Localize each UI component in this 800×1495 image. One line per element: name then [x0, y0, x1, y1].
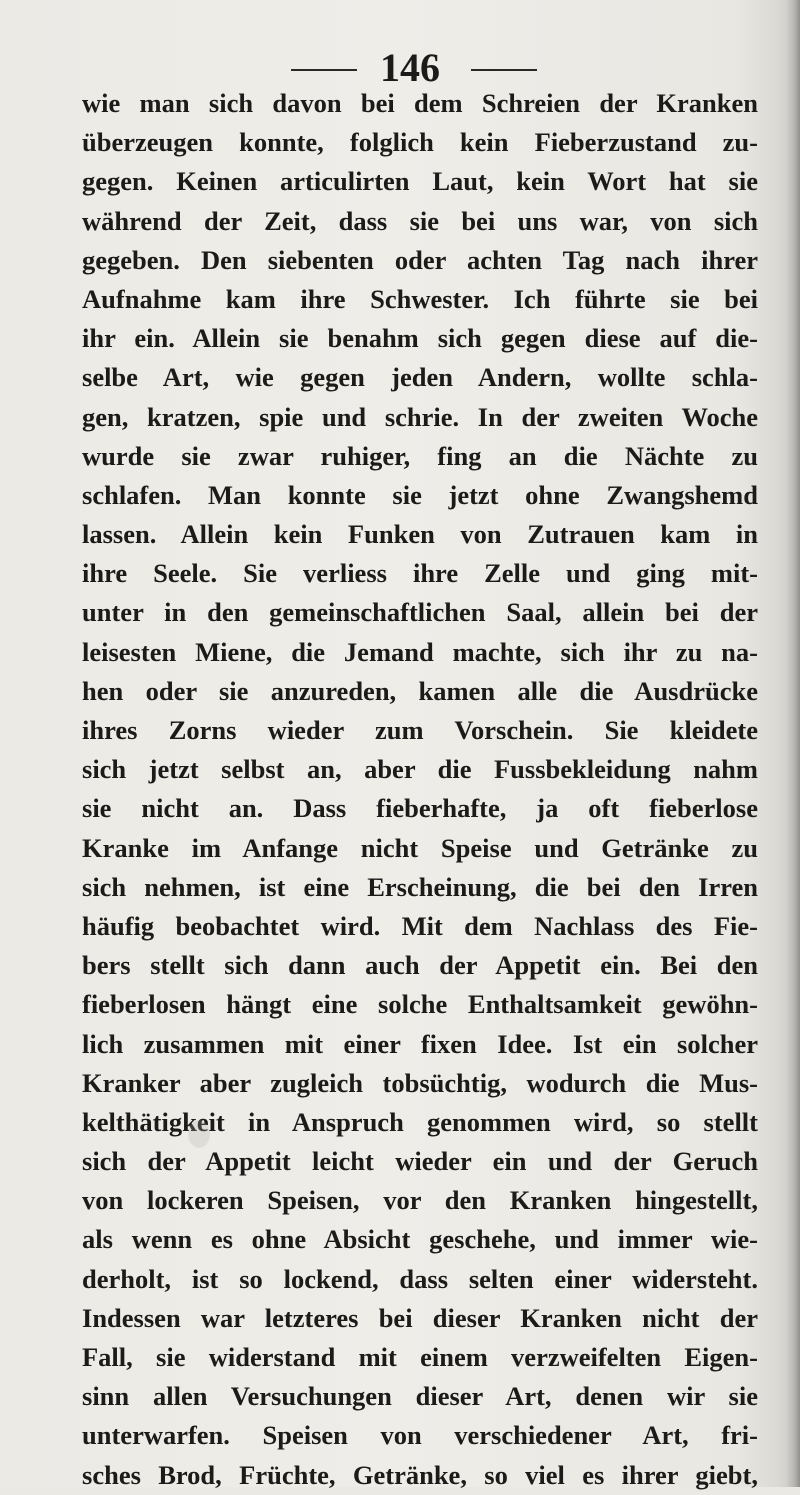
text-line: sches Brod, Früchte, Getränke, so viel es ihrer giebt, [82, 1459, 758, 1490]
text-line: Fall, sie widerstand mit einem verzweifelten Eigen- [82, 1342, 758, 1372]
text-line: Indessen war letzteres bei dieser Kranken nicht der [82, 1302, 758, 1333]
text-line: Kranke im Anfange nicht Speise und Getränke zu [82, 832, 758, 863]
text-line: hen oder sie anzureden, kamen alle die Ausdrücke [82, 675, 758, 706]
text-line: wie man sich davon bei dem Schreien der Kranken [82, 88, 758, 118]
text-line: bers stellt sich dann auch der Appetit ein. Bei den [82, 950, 758, 981]
text-line: lassen. Allein kein Funken von Zutrauen kam in [82, 519, 758, 550]
text-line: häufig beobachtet wird. Mit dem Nachlass des Fie- [82, 910, 758, 941]
page-edge-shadow [786, 0, 800, 1487]
text-line: leisesten Miene, die Jemand machte, sich ihr zu na- [82, 636, 758, 667]
text-line: gegeben. Den siebenten oder achten Tag nach ihrer [82, 244, 758, 275]
text-line: sinn allen Versuchungen dieser Art, denen wir sie [82, 1381, 758, 1412]
text-line: sich jetzt selbst an, aber die Fussbekleidung nahm [82, 754, 758, 785]
header-rule-right [471, 69, 537, 71]
paper-stain [188, 1120, 210, 1148]
text-line: derholt, ist so lockend, dass selten einer widersteht. [82, 1263, 758, 1294]
text-line: selbe Art, wie gegen jeden Andern, wollte schla- [82, 362, 758, 393]
text-line: lich zusammen mit einer fixen Idee. Ist ein solcher [82, 1028, 758, 1059]
text-line: gen, kratzen, spie und schrie. In der zweiten Woche [82, 401, 758, 432]
text-line: während der Zeit, dass sie bei uns war, von sich [82, 205, 758, 236]
text-line: Aufnahme kam ihre Schwester. Ich führte sie bei [82, 283, 758, 314]
body-text [82, 84, 758, 1495]
text-line: unter in den gemeinschaftlichen Saal, allein bei der [82, 597, 758, 628]
text-line: ihre Seele. Sie verliess ihre Zelle und ging mit- [82, 558, 758, 589]
page-header [0, 44, 800, 90]
page-number: 146 [380, 45, 440, 90]
text-line: fieberlosen hängt eine solche Enthaltsamkeit gewöhn- [82, 989, 758, 1020]
text-line: wurde sie zwar ruhiger, fing an die Nächte zu [82, 440, 758, 471]
text-line: als wenn es ohne Absicht geschehe, und immer wie- [82, 1224, 758, 1255]
text-line: sich nehmen, ist eine Erscheinung, die bei den Irren [82, 871, 758, 902]
text-line: gegen. Keinen articulirten Laut, kein Wort hat sie [82, 166, 758, 197]
text-line: überzeugen konnte, folglich kein Fieberzustand zu- [82, 127, 758, 158]
header-rule-left [291, 69, 357, 71]
text-line: sich der Appetit leicht wieder ein und der Geruch [82, 1146, 758, 1177]
text-line: kelthätigkeit in Anspruch genommen wird, so stellt [82, 1106, 758, 1137]
text-line: schlafen. Man konnte sie jetzt ohne Zwangshemd [82, 479, 758, 510]
text-line: ihr ein. Allein sie benahm sich gegen diese auf die- [82, 323, 758, 354]
text-line: Kranker aber zugleich tobsüchtig, wodurch die Mus- [82, 1067, 758, 1098]
text-line: sie nicht an. Dass fieberhafte, ja oft fieberlose [82, 793, 758, 824]
text-line: unterwarfen. Speisen von verschiedener Art, fri- [82, 1420, 758, 1451]
text-line: ihres Zorns wieder zum Vorschein. Sie kleidete [82, 715, 758, 745]
text-line: von lockeren Speisen, vor den Kranken hingestellt, [82, 1185, 758, 1216]
